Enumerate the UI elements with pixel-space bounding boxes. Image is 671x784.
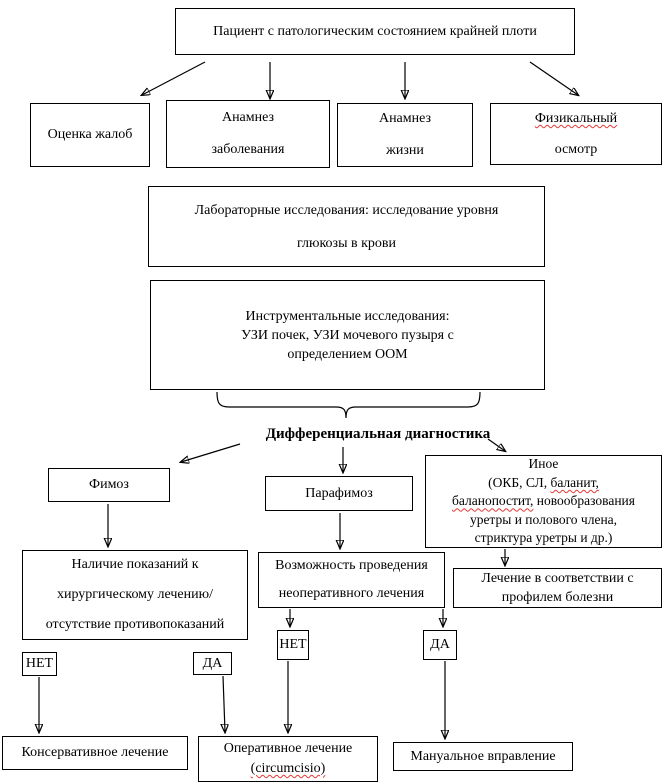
node-anamnesis-disease — [166, 100, 330, 168]
node-label-line: УЗИ почек, УЗИ мочевого пузыря с — [241, 327, 454, 343]
node-label: Парафимоз — [305, 485, 373, 501]
node-surgical-indications — [22, 550, 248, 640]
misspelled-word: баланопостит, — [452, 493, 534, 509]
node-label-line: Оперативное лечение — [223, 741, 353, 756]
node-label-line: стриктура уретры и др.) — [474, 530, 613, 546]
arrow-yes-to-operative — [223, 676, 225, 732]
node-label: Консервативное лечение — [21, 745, 169, 760]
node-label-line: Лабораторные исследования: исследование уровня — [194, 202, 499, 218]
differential-diagnosis-label: Дифференциальная диагностика — [265, 426, 491, 442]
node-label: НЕТ — [279, 637, 307, 652]
node-label-line: определением ООМ — [287, 346, 408, 362]
node-label-line: Возможность проведения — [275, 558, 428, 573]
node-label-line: профилем болезни — [501, 590, 614, 605]
node-patient-condition — [175, 8, 575, 55]
node-label-line-misspelled: (circumcisio) — [250, 761, 326, 776]
node-instrumental-tests — [150, 280, 545, 390]
node-label-line-misspelled: Физикальный — [534, 111, 618, 126]
node-label: ДА — [430, 637, 450, 652]
node-treatment-by-disease-profile — [453, 568, 662, 608]
node-label: Оценка жалоб — [47, 127, 133, 142]
node-physical-exam — [490, 103, 662, 165]
node-label-line: (ОКБ, СЛ, баланит, — [488, 474, 599, 490]
node-no-middle — [277, 630, 309, 660]
node-anamnesis-life — [337, 103, 473, 167]
node-lab-tests — [148, 186, 545, 267]
node-label: Пациент с патологическим состоянием крайней плоти — [213, 23, 537, 39]
node-label: Мануальное вправление — [410, 748, 556, 764]
arrow-patient-to-complaints — [142, 62, 205, 95]
node-label-line: Наличие показаний к — [71, 557, 199, 572]
brace-to-differential — [217, 392, 480, 418]
arrow-differential-to-phimosis — [181, 444, 240, 462]
node-label-line: отсутствие противопоказаний — [45, 617, 225, 632]
node-nonoperative-possibility — [258, 552, 445, 608]
node-label-line: баланопостит, новообразования — [452, 493, 635, 509]
node-label-line: хирургическому лечению/ — [57, 587, 213, 602]
node-label-line: уретры и полового члена, — [469, 511, 618, 527]
node-label-line: осмотр — [554, 142, 598, 157]
node-label-line: Анамнез — [221, 110, 275, 125]
node-paraphimosis — [265, 476, 413, 511]
node-no-left — [22, 652, 57, 676]
node-label: ДА — [202, 655, 223, 671]
node-label-line: Лечение в соответствии с — [481, 571, 634, 586]
node-operative-treatment — [198, 736, 378, 782]
node-label-line: неоперативного лечения — [278, 586, 425, 601]
node-conservative-treatment — [2, 736, 188, 770]
node-label-line: глюкозы в крови — [296, 235, 397, 251]
node-other-conditions — [425, 455, 662, 548]
node-yes-left — [193, 652, 232, 675]
misspelled-word: баланит, — [550, 474, 599, 490]
node-yes-right — [423, 630, 457, 660]
node-phimosis — [48, 468, 170, 502]
node-label: НЕТ — [25, 656, 54, 671]
node-label-line: Инструментальные исследования: — [245, 308, 450, 324]
node-label-line: заболевания — [211, 142, 285, 157]
node-label-line: Анамнез — [378, 111, 432, 126]
arrow-patient-to-physical-exam — [530, 62, 578, 95]
node-label-line: Иное — [528, 456, 559, 472]
node-label: Фимоз — [89, 477, 129, 492]
node-complaints-assessment — [30, 103, 150, 167]
node-manual-reduction — [393, 742, 573, 771]
node-label-line: жизни — [386, 143, 424, 158]
